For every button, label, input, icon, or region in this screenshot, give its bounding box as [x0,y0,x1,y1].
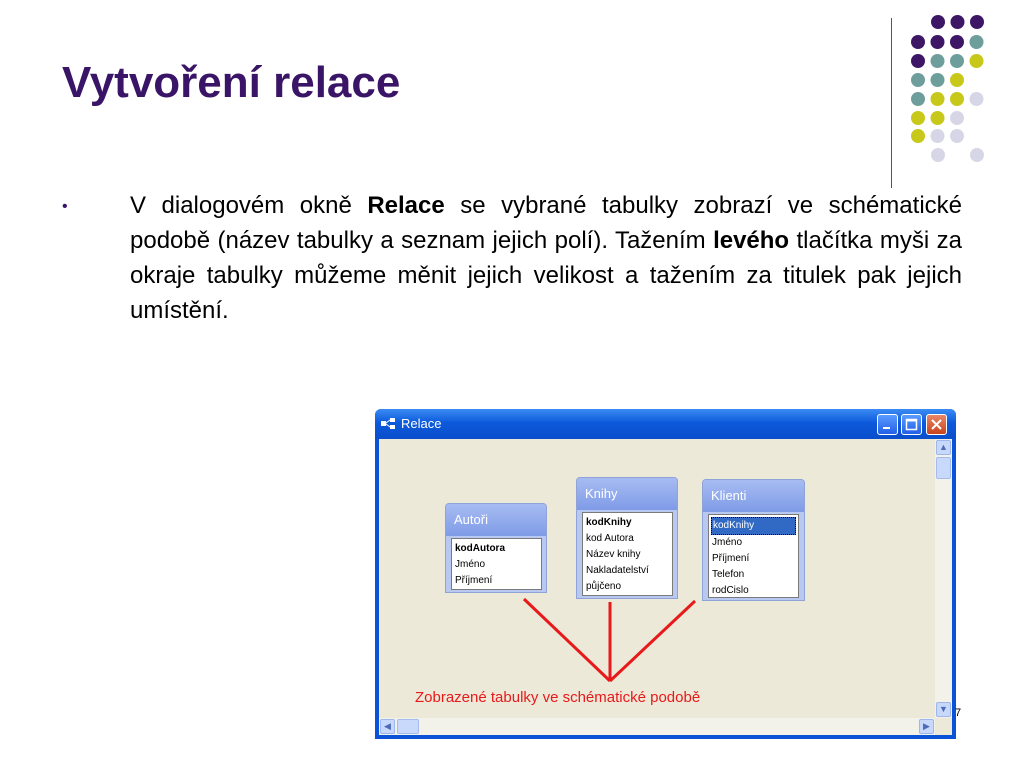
decor-dot [970,54,984,68]
close-button[interactable] [926,414,947,435]
minimize-icon [878,415,897,434]
decor-dot [931,129,945,143]
decor-dot [951,15,965,29]
decor-dot [931,111,945,125]
field-item[interactable]: Příjmení [712,553,750,564]
decor-dot [931,92,945,106]
window-titlebar[interactable] [375,409,956,439]
field-item[interactable]: Telefon [712,569,745,580]
decor-dot [950,35,964,49]
bullet-paragraph [130,188,962,328]
chevron-left-icon: ◀ [384,721,391,731]
decor-dot [950,92,964,106]
field-item[interactable]: Jméno [712,537,743,548]
decor-dot [931,73,945,87]
maximize-button[interactable] [901,414,922,435]
resize-grip[interactable] [935,718,952,735]
table-box-title[interactable]: Klienti [703,480,804,512]
decor-dot [950,73,964,87]
field-item[interactable]: Jméno [455,559,486,570]
bullet-marker: • [62,198,68,215]
table-box-title[interactable]: Knihy [577,478,677,510]
decor-dot [950,54,964,68]
field-item[interactable]: Příjmení [455,575,493,586]
decor-dot [970,92,984,106]
window-title: Relace [401,416,442,431]
close-icon [927,415,946,434]
decor-dot [970,15,984,29]
field-item[interactable]: Nakladatelství [586,565,649,576]
annotation-label: Zobrazené tabulky ve schématické podobě [415,689,701,706]
para-text-1: V dialogovém okně [130,192,368,219]
relationship-canvas[interactable] [379,439,952,735]
field-item[interactable]: rodCislo [712,585,749,596]
para-bold-leveho: levého [713,227,790,254]
decor-dot [911,111,925,125]
field-item[interactable]: kodKnihy [586,517,632,528]
vertical-scrollbar[interactable] [935,439,952,718]
scroll-left-button[interactable] [380,719,395,734]
scroll-up-button[interactable] [936,440,951,455]
decor-dot [931,35,945,49]
decor-dot [911,129,925,143]
chevron-up-icon: ▲ [939,442,948,452]
scroll-down-button[interactable] [936,702,951,717]
decor-dot [911,35,925,49]
decor-dot [911,54,925,68]
scroll-right-button[interactable] [919,719,934,734]
decor-dot [970,148,984,162]
minimize-button[interactable] [877,414,898,435]
divider-line [891,18,892,188]
horizontal-scrollbar[interactable] [379,718,935,735]
chevron-right-icon: ▶ [923,721,930,731]
table-box-title[interactable]: Autoři [446,504,546,536]
para-text-2: se vybrané tabulky zobrazí ve schématické podobě (název tabulky a seznam jejich polí). Tažením [130,192,962,254]
para-text-3: tlačítka myši za okraje tabulky můžeme měnit jejich velikost a tažením za titulek pak jejich umístění. [130,227,962,324]
annotation-arrows [379,439,935,718]
decor-dot [950,111,964,125]
decor-dot [970,35,984,49]
slide-number: 7 [955,707,962,719]
vertical-scroll-thumb[interactable] [936,457,951,479]
field-item[interactable]: půjčeno [586,581,622,592]
chevron-down-icon: ▼ [939,704,948,714]
field-item[interactable]: kodAutora [455,543,505,554]
decor-dot [931,148,945,162]
maximize-icon [902,415,921,434]
horizontal-scroll-thumb[interactable] [397,719,419,734]
field-item[interactable]: kod Autora [586,533,634,544]
relace-window [375,409,956,739]
decor-dot [911,73,925,87]
slide-title: Vytvoření relace [62,58,401,107]
decorative-dot-grid [0,0,1024,200]
arrow-to-klienti [610,601,695,681]
decor-dot [911,92,925,106]
decor-dot [931,54,945,68]
decor-dot [950,129,964,143]
relationships-icon [381,418,395,430]
arrow-to-autori [524,599,610,681]
field-item-selected[interactable]: kodKnihy [711,517,796,535]
para-bold-relace: Relace [367,192,445,219]
field-item[interactable]: Název knihy [586,549,641,560]
decor-dot [931,15,945,29]
